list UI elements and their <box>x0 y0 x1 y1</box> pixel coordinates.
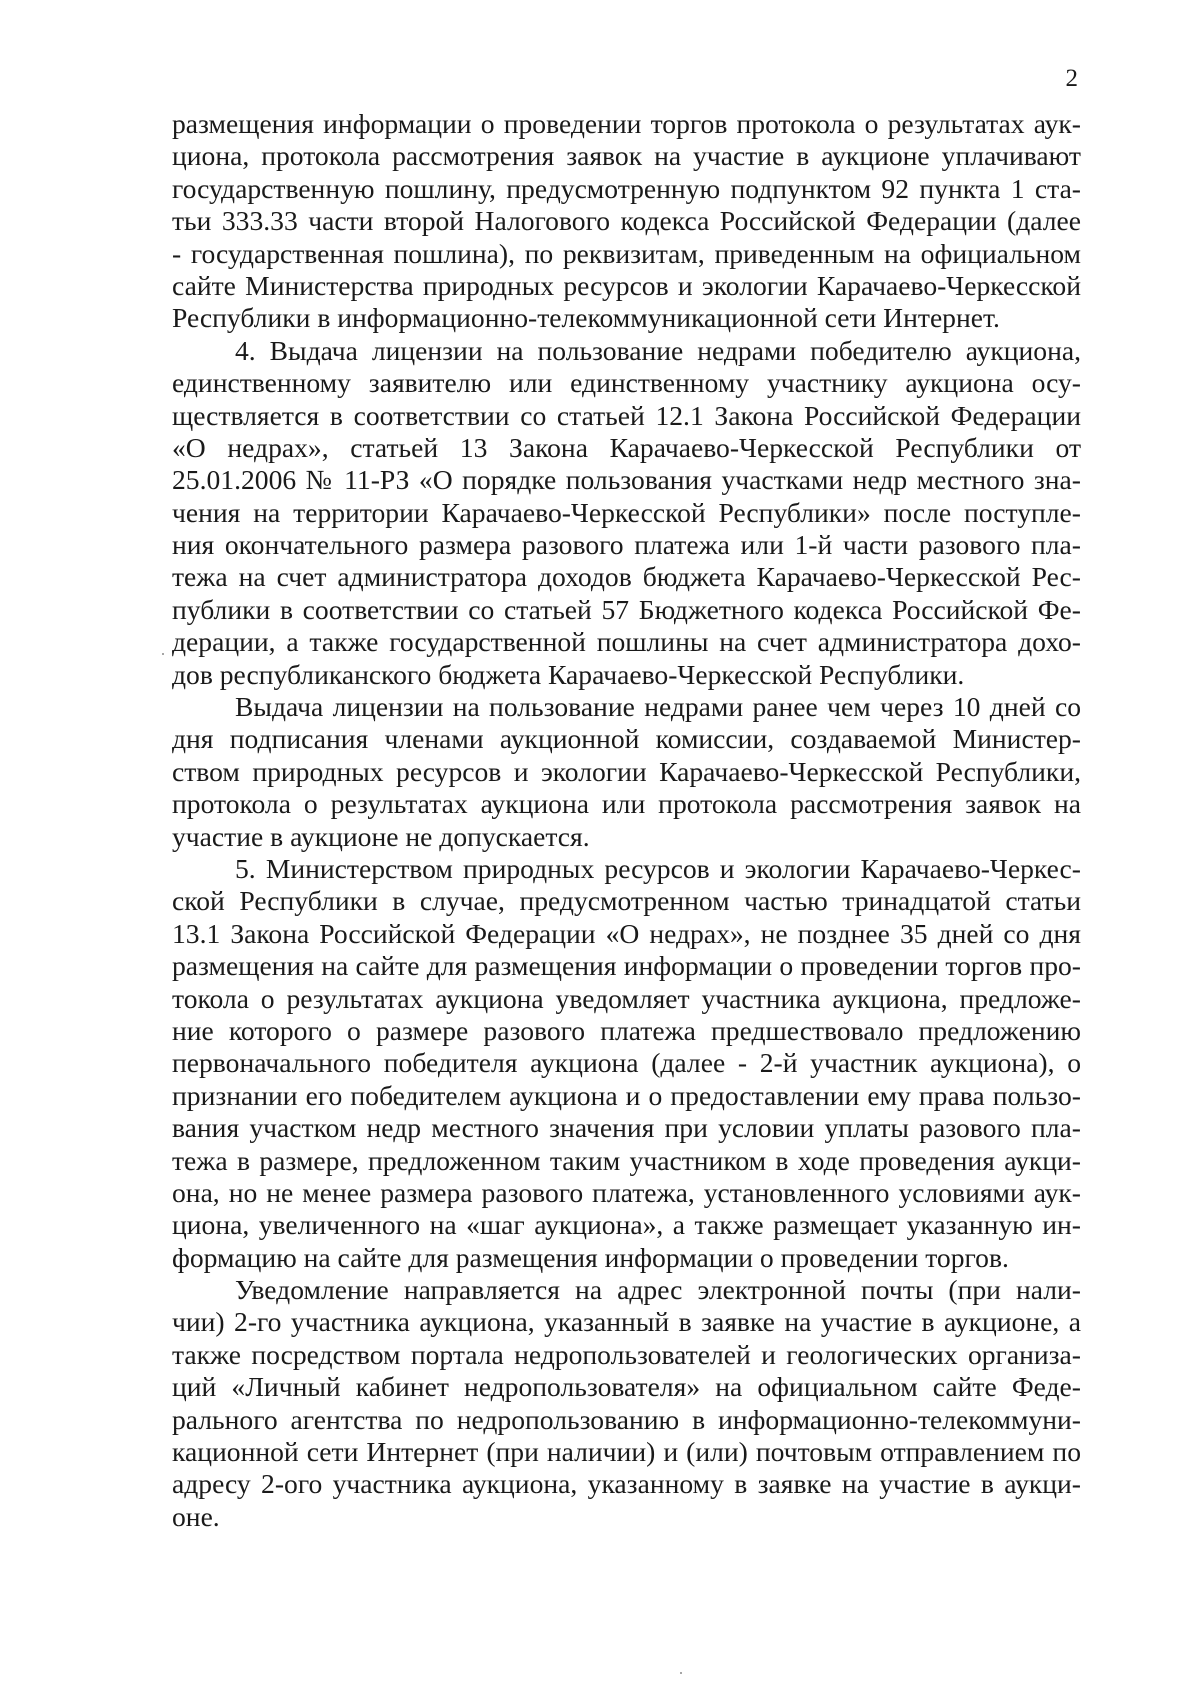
text-line: «О недрах», статьей 13 Закона Карачаево-Черкесской Республики от <box>172 431 1081 463</box>
text-line: 13.1 Закона Российской Федерации «О недрах», не позднее 35 дней со дня <box>172 917 1081 949</box>
scan-speck <box>680 1672 682 1674</box>
text-line: дня подписания членами аукционной комиссии, создаваемой Министер- <box>172 723 1081 755</box>
text-line: кационной сети Интернет (при наличии) и (или) почтовым отправлением по <box>172 1436 1081 1468</box>
text-line: токола о результатах аукциона уведомляет участника аукциона, предложе- <box>172 982 1081 1014</box>
text-line: циона, увеличенного на «шаг аукциона», а также размещает указанную ин- <box>172 1209 1081 1241</box>
text-line: адресу 2-ого участника аукциона, указанному в заявке на участие в аукци- <box>172 1468 1081 1500</box>
scan-speck <box>162 653 164 655</box>
text-line: сайте Министерства природных ресурсов и экологии Карачаево-Черкесской <box>172 269 1081 301</box>
paragraph <box>172 335 1081 691</box>
text-line: ния окончательного размера разового платежа или 1-й части разового пла- <box>172 529 1081 561</box>
text-line: 25.01.2006 № 11-РЗ «О порядке пользования участками недр местного зна- <box>172 464 1081 496</box>
text-line: вания участком недр местного значения при условии уплаты разового пла- <box>172 1112 1081 1144</box>
text-line: публики в соответствии со статьей 57 Бюджетного кодекса Российской Фе- <box>172 593 1081 625</box>
text-line: дерации, а также государственной пошлины на счет администратора дохо- <box>172 626 1081 658</box>
text-line: формацию на сайте для размещения информации о проведении торгов. <box>172 1241 1009 1273</box>
text-line: ской Республики в случае, предусмотренном частью тринадцатой статьи <box>172 885 1081 917</box>
page-number: 2 <box>1065 65 1078 92</box>
text-line: циона, протокола рассмотрения заявок на участие в аукционе уплачивают <box>172 140 1081 172</box>
text-line: чии) 2-го участника аукциона, указанный в заявке на участие в аукционе, а <box>172 1306 1081 1338</box>
text-line: - государственная пошлина), по реквизитам, приведенным на официальном <box>172 237 1081 269</box>
text-line: также посредством портала недропользователей и геологических организа- <box>172 1338 1081 1370</box>
text-line: тьи 333.33 части второй Налогового кодекса Российской Федерации (далее <box>172 205 1081 237</box>
text-line: 4. Выдача лицензии на пользование недрами победителю аукциона, <box>235 334 1081 366</box>
text-line: рального агентства по недропользованию в информационно-телекоммуни- <box>172 1403 1081 1435</box>
paragraph <box>172 1274 1081 1533</box>
text-line: единственному заявителю или единственному участнику аукциона осу- <box>172 367 1081 399</box>
text-line: ций «Личный кабинет недропользователя» на официальном сайте Феде- <box>172 1371 1081 1403</box>
text-line: Выдача лицензии на пользование недрами ранее чем через 10 дней со <box>235 691 1081 723</box>
text-line: 5. Министерством природных ресурсов и экологии Карачаево-Черкес- <box>235 852 1081 884</box>
text-line: размещения информации о проведении торгов протокола о результатах аук- <box>172 108 1081 139</box>
text-line: государственную пошлину, предусмотренную подпунктом 92 пункта 1 ста- <box>172 172 1081 204</box>
paragraph <box>172 853 1081 1274</box>
paragraph <box>172 691 1081 853</box>
document-body <box>172 108 1081 1533</box>
text-line: тежа на счет администратора доходов бюджета Карачаево-Черкесской Рес- <box>172 561 1081 593</box>
text-line: первоначального победителя аукциона (далее - 2-й участник аукциона), о <box>172 1047 1081 1079</box>
text-line: размещения на сайте для размещения информации о проведении торгов про- <box>172 950 1081 982</box>
text-line: Республики в информационно-телекоммуникационной сети Интернет. <box>172 302 1000 334</box>
text-line: тежа в размере, предложенном таким участником в ходе проведения аукци- <box>172 1144 1081 1176</box>
text-line: оне. <box>172 1500 220 1532</box>
text-line: признании его победителем аукциона и о предоставлении ему права пользо- <box>172 1079 1081 1111</box>
text-line: протокола о результатах аукциона или протокола рассмотрения заявок на <box>172 788 1081 820</box>
text-line: Уведомление направляется на адрес электронной почты (при нали- <box>235 1274 1081 1306</box>
text-line: участие в аукционе не допускается. <box>172 820 590 852</box>
text-line: ществляется в соответствии со статьей 12.1 Закона Российской Федерации <box>172 399 1081 431</box>
text-line: дов республиканского бюджета Карачаево-Черкесской Республики. <box>172 658 965 690</box>
text-line: ством природных ресурсов и экологии Карачаево-Черкесской Республики, <box>172 755 1081 787</box>
text-line: чения на территории Карачаево-Черкесской Республики» после поступле- <box>172 496 1081 528</box>
text-line: ние которого о размере разового платежа предшествовало предложению <box>172 1014 1081 1046</box>
text-line: она, но не менее размера разового платежа, установленного условиями аук- <box>172 1176 1081 1208</box>
paragraph <box>172 108 1081 335</box>
